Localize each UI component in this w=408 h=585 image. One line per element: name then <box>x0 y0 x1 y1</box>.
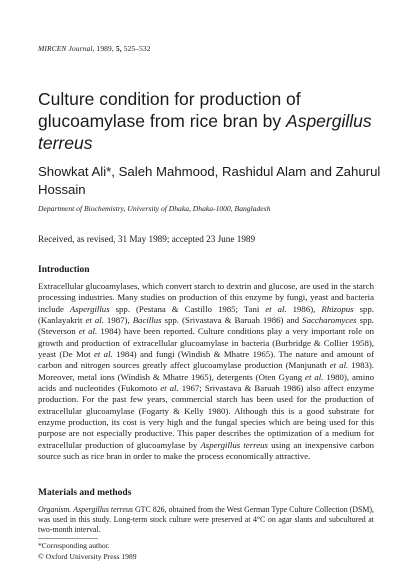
received-dates: Received, as revised, 31 May 1989; accepted 23 June 1989 <box>38 234 256 244</box>
affiliation: Department of Biochemistry, University of Dhaka, Dhaka-1000, Bangladesh <box>38 204 271 213</box>
footnotes <box>38 541 137 562</box>
section-heading-introduction: Introduction <box>38 265 90 275</box>
section-heading-methods: Materials and methods <box>38 488 132 498</box>
copyright-note: © Oxford University Press 1989 <box>38 551 137 561</box>
methods-paragraph: Organism. Aspergillus terreus GTC 826, obtained from the West German Type Culture Collection (DSM), was used in this study. Long-term stock culture were preserved at 4°C on agar slants and subcultured at two-month interval. <box>38 505 374 535</box>
paper-title <box>38 88 383 154</box>
journal-name: MIRCEN Journal, <box>38 44 95 53</box>
introduction-paragraph: Extracellular glucoamylases, which convert starch to dextrin and glucose, are used in the starch processing industries. Many studies on production of this enzyme by fungi, yeast and bacteria include Aspergillus spp. (Pestana & Castillo 1985; Tani et al. 1986), Rhizopus spp. (Kanlayakrit et al. 1987), Bacillus spp. (Srivastava & Baruah 1986) and Saccharomyces spp. (Steverson et al. 1984) have been reported. Culture conditions play a very important role on growth and production of extracellular glucoamylase in bacteria (Burbridge & Collier 1958), yeast (De Mot et al. 1984) and fungi (Windish & Mhatre 1965). The nature and amount of carbon and nitrogen sources greatly affect glucoamylase production (Manjunath et al. 1983). Moreover, metal ions (Windish & Mhatre 1965), detergents (Oten Gyang et al. 1980), amino acids and nucleotides (Fukomoto et al. 1967; Srivastava & Baruah 1986) also affect enzyme production. For the past few years, commercial starch has been used for the production of extracellular glucoamylase (Fogarty & Kelly 1980). Although this is a good substrate for enzyme production, its cost is very high and the fungal species which are being used for this purpose are not especially productive. This paper describes the optimization of a medium for extracellular production of glucoamylase by Aspergillus terreus using an inexpensive carbon source such as rice bran in order to make the process economically attractive. <box>38 281 375 462</box>
title-species: Aspergillus terreus <box>38 111 372 153</box>
corresponding-author-note: *Corresponding author. <box>38 541 110 550</box>
organism-species: Aspergillus terreus <box>73 505 133 514</box>
footnote-divider <box>38 538 98 539</box>
journal-pages: 525–532 <box>123 44 151 53</box>
title-main: Culture condition for production of glucoamylase from rice bran by <box>38 89 301 131</box>
journal-year: 1989, <box>96 44 114 53</box>
journal-volume: 5, <box>115 44 122 53</box>
journal-citation <box>38 44 151 53</box>
author-list: Showkat Ali*, Saleh Mahmood, Rashidul Alam and Zahurul Hossain <box>38 164 381 197</box>
organism-label: Organism. <box>38 505 72 514</box>
